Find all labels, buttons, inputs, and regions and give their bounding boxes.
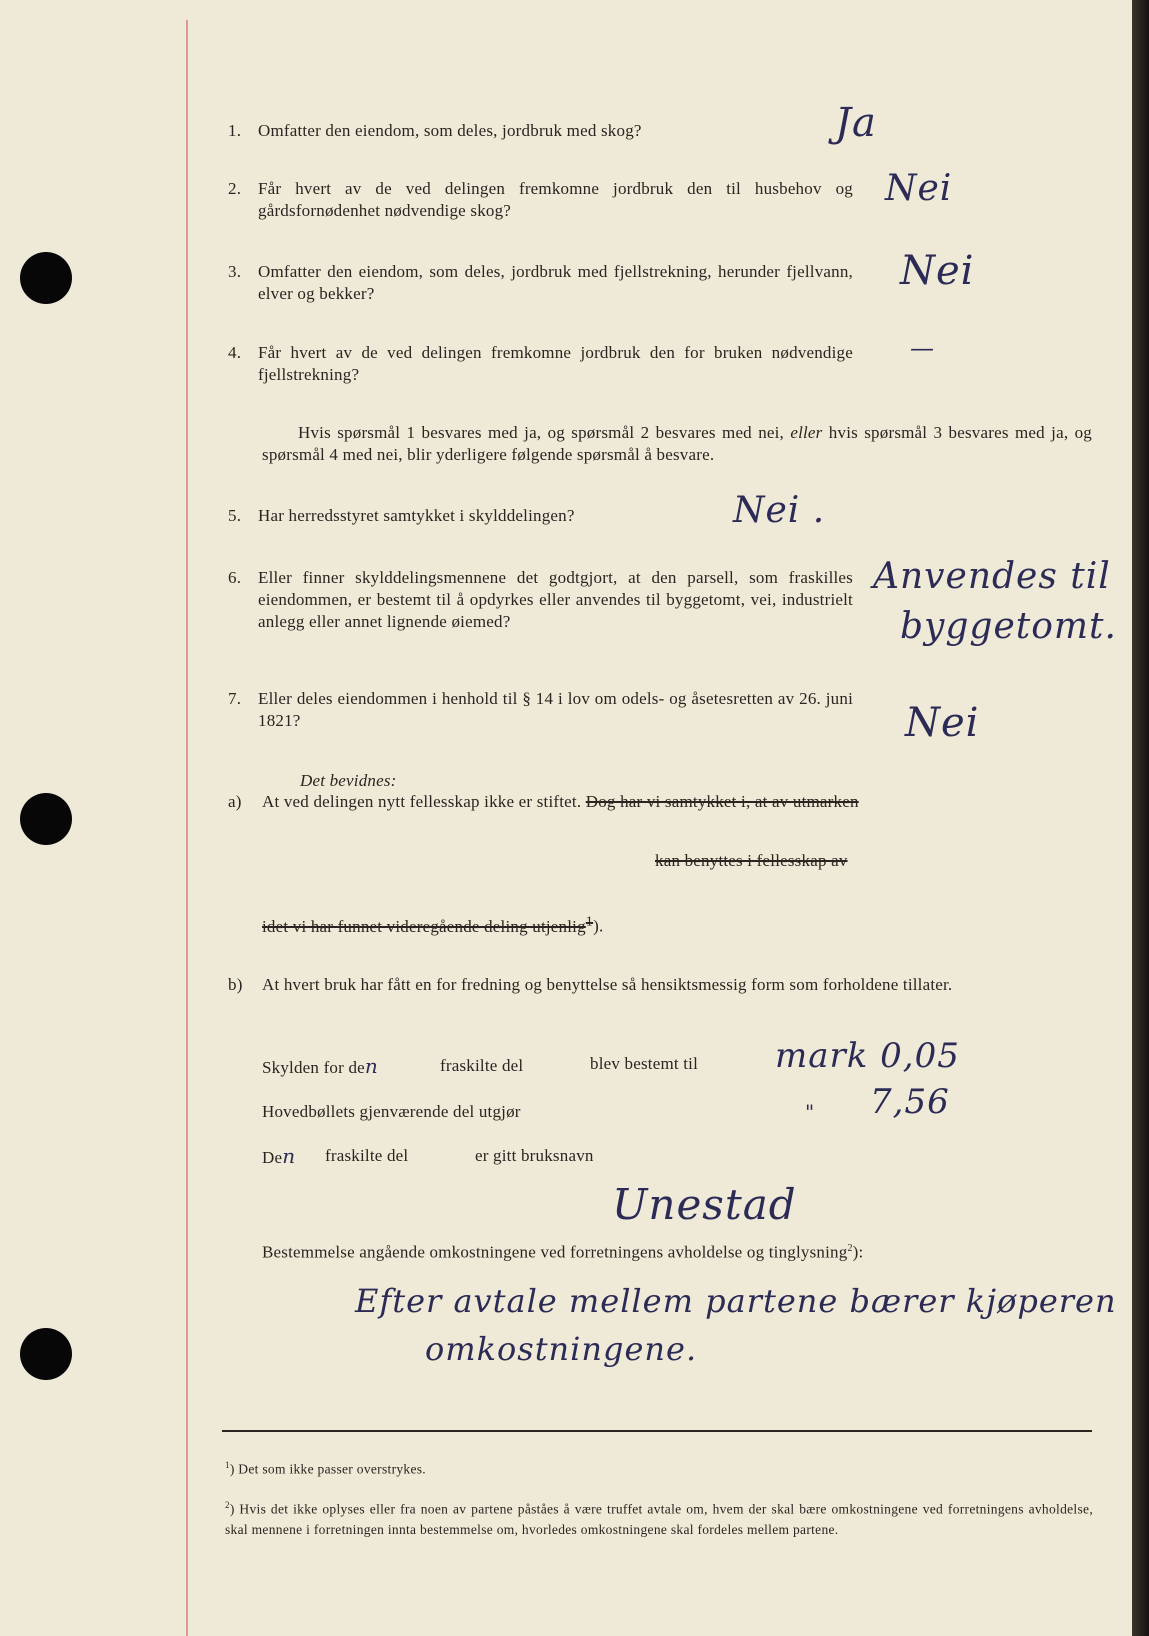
bruksnavn-fraskilte: fraskilte del bbox=[325, 1146, 409, 1165]
question-number: 4. bbox=[228, 343, 242, 362]
question-number: 5. bbox=[228, 506, 242, 525]
bruksnavn-value: Unestad bbox=[612, 1180, 797, 1229]
bevidnes-a-label: a) bbox=[228, 792, 242, 811]
bruksnavn-label: er gitt bruksnavn bbox=[475, 1146, 594, 1165]
bevidnes-heading: Det bevidnes: bbox=[300, 771, 397, 790]
bestemmelse-handwritten-2: omkostningene. bbox=[425, 1330, 698, 1368]
ditto-mark: " bbox=[805, 1100, 816, 1124]
answer-6-line-2: byggetomt. bbox=[900, 606, 1117, 647]
answer-6-line-1: Anvendes til bbox=[873, 556, 1111, 597]
bestemmelse-label: Bestemmelse angående omkostningene ved forretningens avholdelse og tinglysning$^2$): bbox=[262, 1242, 864, 1262]
punch-hole bbox=[20, 793, 72, 845]
question-text: Får hvert av de ved delingen fremkomne jordbruk den til husbehov og gårdsfornødenhet nødvendige skog? bbox=[258, 179, 853, 220]
struck-text: Dog har vi samtykket i, at av utmarken bbox=[585, 792, 859, 811]
question-text: Omfatter den eiendom, som deles, jordbruk med fjellstrekning, herunder fjellvann, elver og bekker? bbox=[258, 262, 853, 303]
footnote-1: $^1$) Det som ikke passer overstrykes. bbox=[225, 1460, 426, 1477]
struck-text: idet vi har funnet videregående deling utjenlig$^1$ bbox=[262, 913, 594, 936]
answer-7: Nei bbox=[905, 700, 980, 746]
bevidnes-b-label: b) bbox=[228, 975, 243, 994]
answer-2: Nei bbox=[885, 168, 953, 209]
hovedboll-value: 7,56 bbox=[870, 1082, 950, 1122]
answer-3: Nei bbox=[900, 248, 975, 294]
punch-hole bbox=[20, 252, 72, 304]
question-number: 3. bbox=[228, 262, 242, 281]
skyld-value: mark 0,05 bbox=[775, 1036, 960, 1076]
bevidnes-b-text: At hvert bruk har fått en for fredning og benyttelse så hensiktsmessig form som forholdene tillater. bbox=[262, 975, 953, 994]
question-text: Får hvert av de ved delingen fremkomne jordbruk den for bruken nødvendige fjellstrekning? bbox=[258, 343, 853, 384]
bestemmelse-handwritten-1: Efter avtale mellem partene bærer kjøperen bbox=[355, 1282, 1117, 1320]
question-number: 7. bbox=[228, 689, 242, 708]
bevidnes-a-line-3: idet vi har funnet videregående deling utjenlig$^1$). bbox=[262, 913, 604, 936]
margin-rule bbox=[186, 20, 188, 1636]
question-text: Omfatter den eiendom, som deles, jordbruk med skog? bbox=[258, 121, 642, 140]
struck-text: kan benyttes i fellesskap av bbox=[655, 851, 848, 870]
skyld-line-1: Skylden for den bbox=[262, 1054, 379, 1078]
hovedboll-label: Hovedbøllets gjenværende del utgjør bbox=[262, 1102, 521, 1121]
question-number: 6. bbox=[228, 568, 242, 587]
question-text: Eller finner skylddelingsmennene det godtgjort, at den parsell, som fraskilles eiendommen, er bestemt til å opdyrkes eller anvendes til byggetomt, vei, industrielt anlegg eller annet lignende øiemed? bbox=[258, 568, 853, 631]
paper-edge bbox=[1132, 0, 1149, 1636]
bevidnes-a-text: At ved delingen nytt fellesskap ikke er stiftet. bbox=[262, 792, 582, 811]
question-number: 1. bbox=[228, 121, 242, 140]
skyld-fraskilte-del: fraskilte del bbox=[440, 1056, 524, 1075]
question-text: Har herredsstyret samtykket i skylddelingen? bbox=[258, 506, 575, 525]
bruksnavn-line: Den bbox=[262, 1144, 297, 1168]
footnote-divider bbox=[222, 1430, 1092, 1432]
footnote-2: $^2$) Hvis det ikke oplyses eller fra noen av partene påståes å være truffet avtale om, hvem der skal bære omkostningene ved forretningens avholdelse, skal mennene i forretningen innta bestemmelse om, hvorledes omkostningene skal fordeles mellem partene. bbox=[225, 1500, 1093, 1537]
answer-5: Nei . bbox=[733, 490, 826, 531]
answer-4: — bbox=[910, 334, 935, 362]
bevidnes-a-line bbox=[262, 791, 859, 813]
question-text: Eller deles eiendommen i henhold til § 14 i lov om odels- og åsetesretten av 26. juni 1821? bbox=[258, 689, 853, 730]
answer-1: Ja bbox=[835, 100, 877, 146]
conditional-paragraph: Hvis spørsmål 1 besvares med ja, og spørsmål 2 besvares med nei, eller hvis spørsmål 3 besvares med ja, og spørsmål 4 med nei, blir yderligere følgende spørsmål å besvare. bbox=[262, 423, 1092, 464]
skyld-bestemt-til: blev bestemt til bbox=[590, 1054, 699, 1073]
question-number: 2. bbox=[228, 179, 242, 198]
punch-hole bbox=[20, 1328, 72, 1380]
